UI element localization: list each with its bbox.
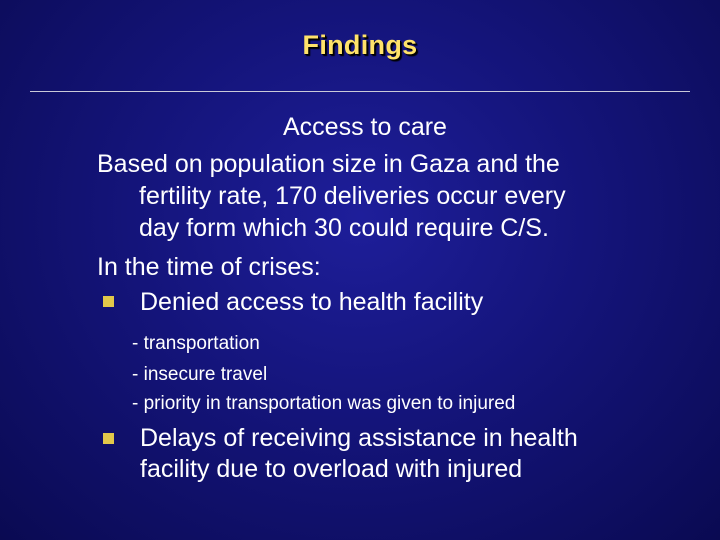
bullet-2-line-1: Delays of receiving assistance in health [140, 424, 578, 452]
sub-item-insecure-travel: - insecure travel [132, 364, 268, 385]
crises-heading: In the time of crises: [97, 253, 321, 281]
subtitle: Access to care [283, 113, 447, 141]
slide-title: Findings [302, 30, 418, 60]
intro-line-3: day form which 30 could require C/S. [139, 214, 549, 242]
bullet-2-line-2: facility due to overload with injured [140, 455, 523, 483]
intro-line-2: fertility rate, 170 deliveries occur every [139, 182, 566, 210]
square-bullet-icon [103, 433, 114, 444]
title-divider [30, 91, 690, 92]
sub-item-priority: - priority in transportation was given to injured [132, 393, 516, 414]
intro-line-1: Based on population size in Gaza and the [97, 150, 560, 178]
bullet-1-text: Denied access to health facility [140, 288, 484, 316]
square-bullet-icon [103, 296, 114, 307]
sub-item-transportation: - transportation [132, 333, 260, 354]
